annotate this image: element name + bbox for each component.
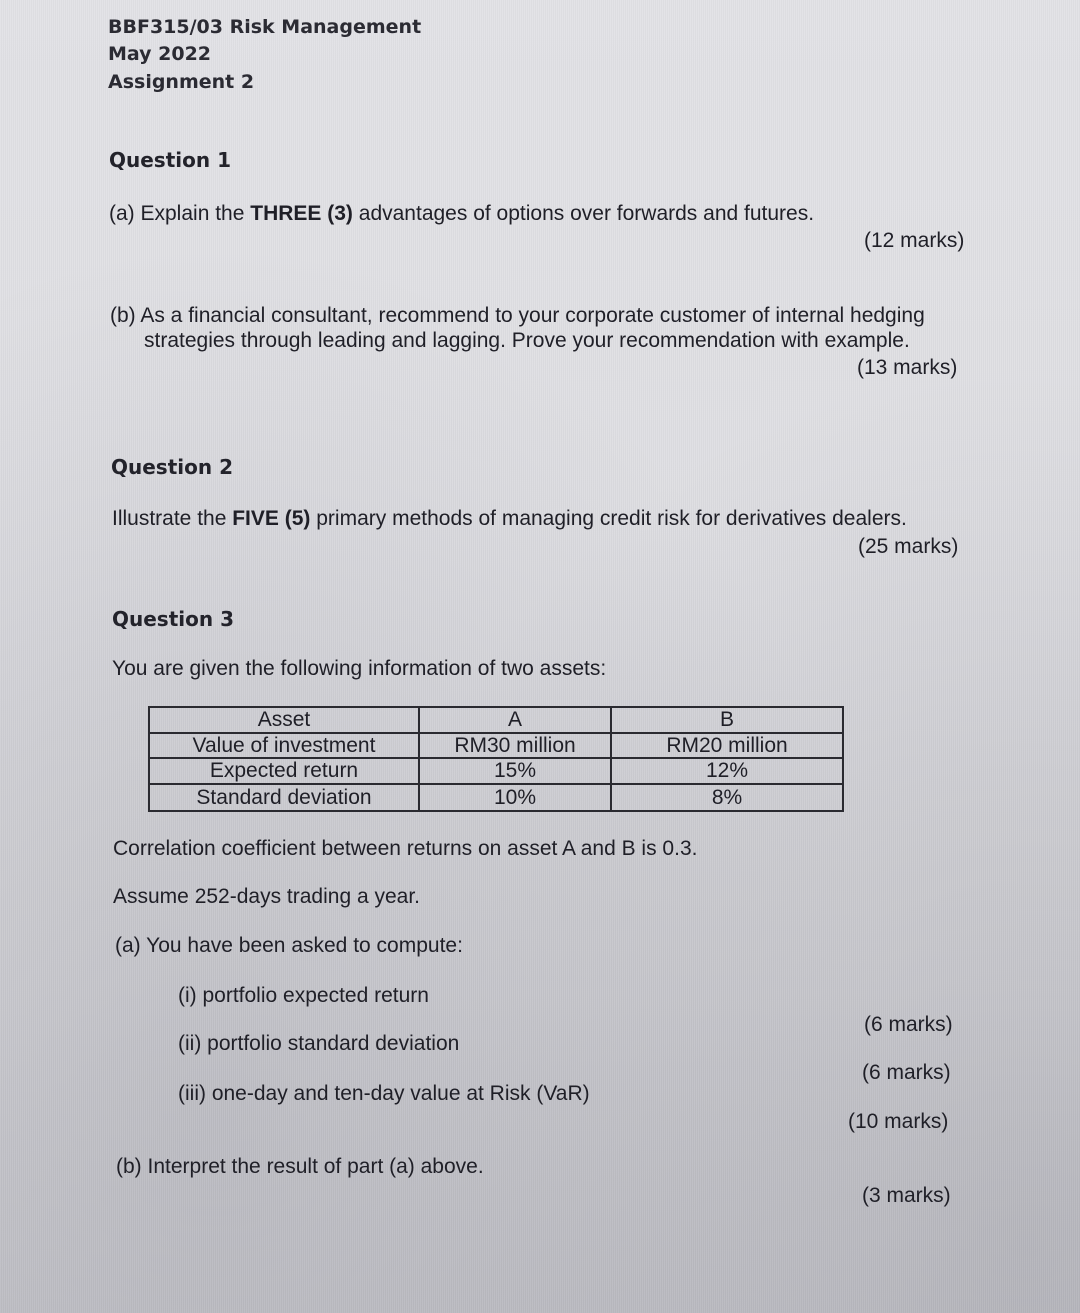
question-2-marks: (25 marks)	[858, 535, 959, 558]
question-3b-text: (b) Interpret the result of part (a) above.	[116, 1155, 484, 1178]
question-3-intro: You are given the following information of two assets:	[112, 657, 607, 680]
question-2-suffix: primary methods of managing credit risk for derivatives dealers.	[310, 507, 907, 530]
question-1b-line2: strategies through leading and lagging. Prove your recommendation with example.	[144, 329, 910, 352]
table-cell: RM30 million	[420, 734, 612, 760]
table-cell: 12%	[612, 759, 842, 785]
table-cell: 8%	[711, 785, 743, 809]
correlation-text: Correlation coefficient between returns on asset A and B is 0.3.	[113, 837, 698, 860]
question-2-text	[112, 507, 907, 531]
question-1a-prefix: (a) Explain the	[109, 202, 251, 225]
question-3a-item-i: (i) portfolio expected return	[178, 984, 429, 1007]
table-row-label: Standard deviation	[150, 785, 420, 811]
question-2-bold: FIVE (5)	[232, 507, 311, 530]
question-3a-item-iii: (iii) one-day and ten-day value at Risk (VaR)	[178, 1082, 590, 1105]
course-title: BBF315/03 Risk Management	[108, 16, 422, 38]
exam-date: May 2022	[108, 43, 212, 65]
assignment-label: Assignment 2	[108, 71, 255, 93]
assumption-text: Assume 252-days trading a year.	[113, 885, 421, 908]
question-1a-suffix: advantages of options over forwards and futures.	[352, 202, 815, 225]
question-1a-bold: THREE (3)	[250, 202, 353, 225]
question-1a-marks: (12 marks)	[864, 229, 965, 252]
table-cell: 15%	[420, 759, 612, 785]
question-3a-item-ii: (ii) portfolio standard deviation	[178, 1032, 460, 1055]
question-3-title: Question 3	[112, 607, 234, 631]
table-header-asset: Asset	[150, 708, 420, 734]
question-3a-item-iii-marks: (10 marks)	[848, 1110, 949, 1133]
table-row-label: Value of investment	[150, 734, 420, 760]
table-cell: RM20 million	[612, 734, 842, 760]
table-header-a: A	[420, 708, 612, 734]
question-3a-intro: (a) You have been asked to compute:	[115, 934, 463, 957]
question-2-prefix: Illustrate the	[112, 507, 233, 530]
question-1a-text	[109, 202, 814, 226]
question-1b-line1: (b) As a financial consultant, recommend to your corporate customer of internal hedging	[110, 304, 925, 327]
asset-table	[148, 706, 844, 812]
question-1b-marks: (13 marks)	[857, 356, 958, 379]
table-header-b: B	[612, 708, 842, 734]
question-2-title: Question 2	[111, 455, 233, 479]
table-row-label: Expected return	[150, 759, 420, 785]
table-cell: 10%	[420, 785, 612, 811]
question-3a-item-i-marks: (6 marks)	[864, 1013, 953, 1036]
question-3a-item-ii-marks: (6 marks)	[862, 1061, 951, 1084]
question-1-title: Question 1	[109, 148, 231, 172]
question-3b-marks: (3 marks)	[862, 1184, 951, 1207]
